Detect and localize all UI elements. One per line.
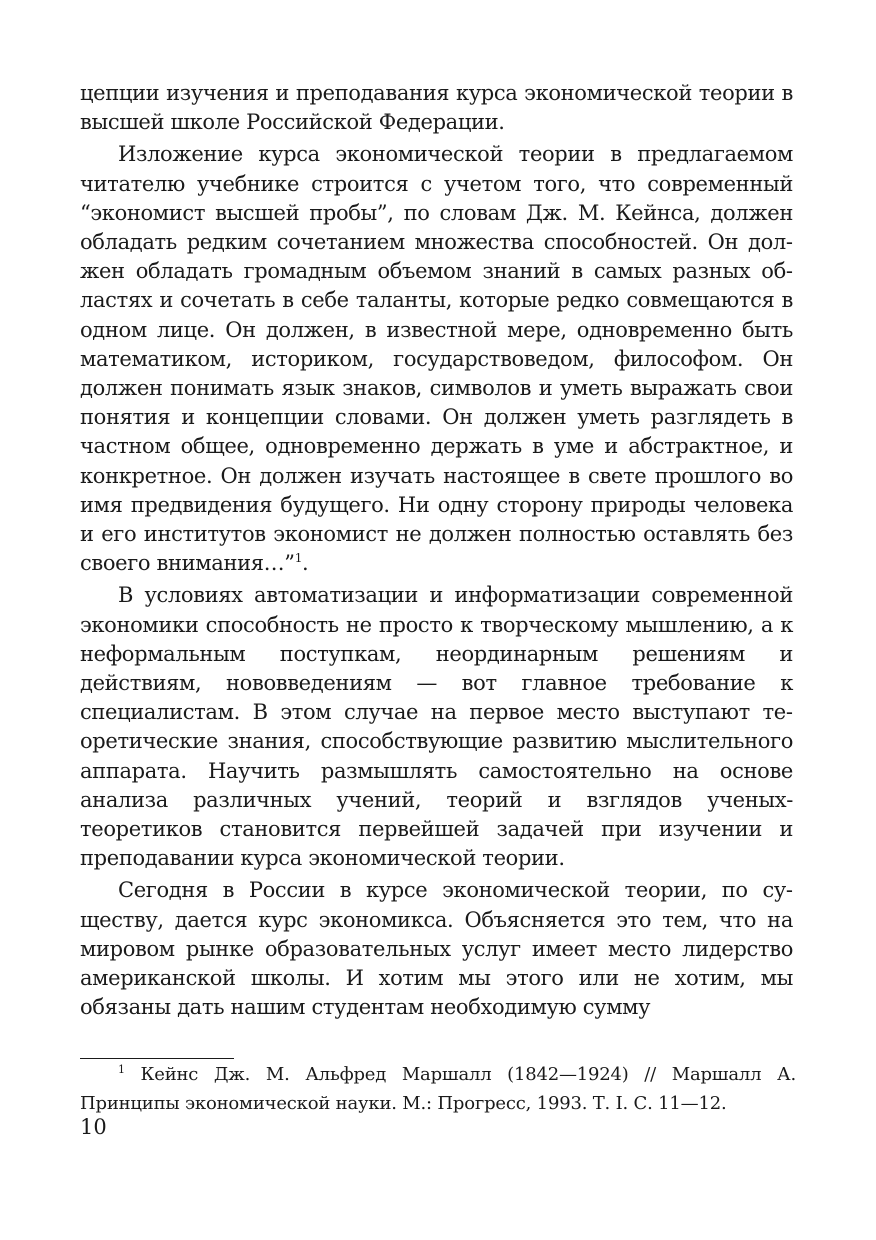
paragraph-3: В условиях автоматизации и информатизации современной экономики способность не просто к творческому мышлению, а к неформальным поступкам, неординарным решениям и действиям, нововведениям — вот главное требование к специалистам. В этом случае на первое место выступают теоретические знания, способствующие развитию мыслительного аппарата. Научить размышлять самостоятельно на основе анализа различных учений, теорий и взглядов ученых-теоретиков становится первейшей задачей при изучении и преподавании курса экономической теории.	[80, 583, 793, 871]
page-number: 10	[80, 1115, 107, 1139]
footnote-marker: 1	[118, 1063, 125, 1076]
paragraph-2-tail: .	[301, 551, 309, 576]
page-body	[80, 79, 793, 1023]
paragraph-2	[80, 140, 793, 578]
paragraph-2-text: Изложение курса экономической теории в предлагаемом читателю учебнике строится с учетом того, что современный “экономист высшей пробы”, по словам Дж. М. Кейнса, должен обладать редким сочетанием множества способностей. Он должен обладать громадным объемом знаний в самых разных областях и сочетать в себе таланты, которые редко совмещаются в одном лице. Он должен, в известной мере, одновременно быть математиком, историком, государствоведом, философом. Он должен понимать язык знаков, символов и уметь выражать свои понятия и концепции словами. Он должен уметь разглядеть в частном общее, одновременно держать в уме и абстрактное, и конкретное. Он должен изучать настоящее в свете прошлого во имя предвидения будущего. Ни одну сторону природы человека и его институтов экономист не должен полностью оставлять без своего внимания…”	[80, 142, 793, 576]
footnote-ref[interactable]: 1	[294, 551, 302, 566]
footnote-text: Кейнс Дж. М. Альфред Маршалл (1842—1924) // Маршалл А. Принципы экономической науки. М.: Прогресс, 1993. Т. I. С. 11—12.	[80, 1064, 796, 1114]
footnote-divider	[80, 1058, 234, 1059]
footnote	[80, 1060, 796, 1118]
paragraph-4: Сегодня в России в курсе экономической теории, по существу, дается курс экономикса. Объясняется это тем, что на мировом рынке образовательных услуг имеет место лидерство американской школы. И хотим мы этого или не хотим, мы обязаны дать нашим студентам необходимую сумму	[80, 878, 793, 1020]
paragraph-1: цепции изучения и преподавания курса экономической теории в высшей школе Российской Федерации.	[80, 81, 793, 135]
